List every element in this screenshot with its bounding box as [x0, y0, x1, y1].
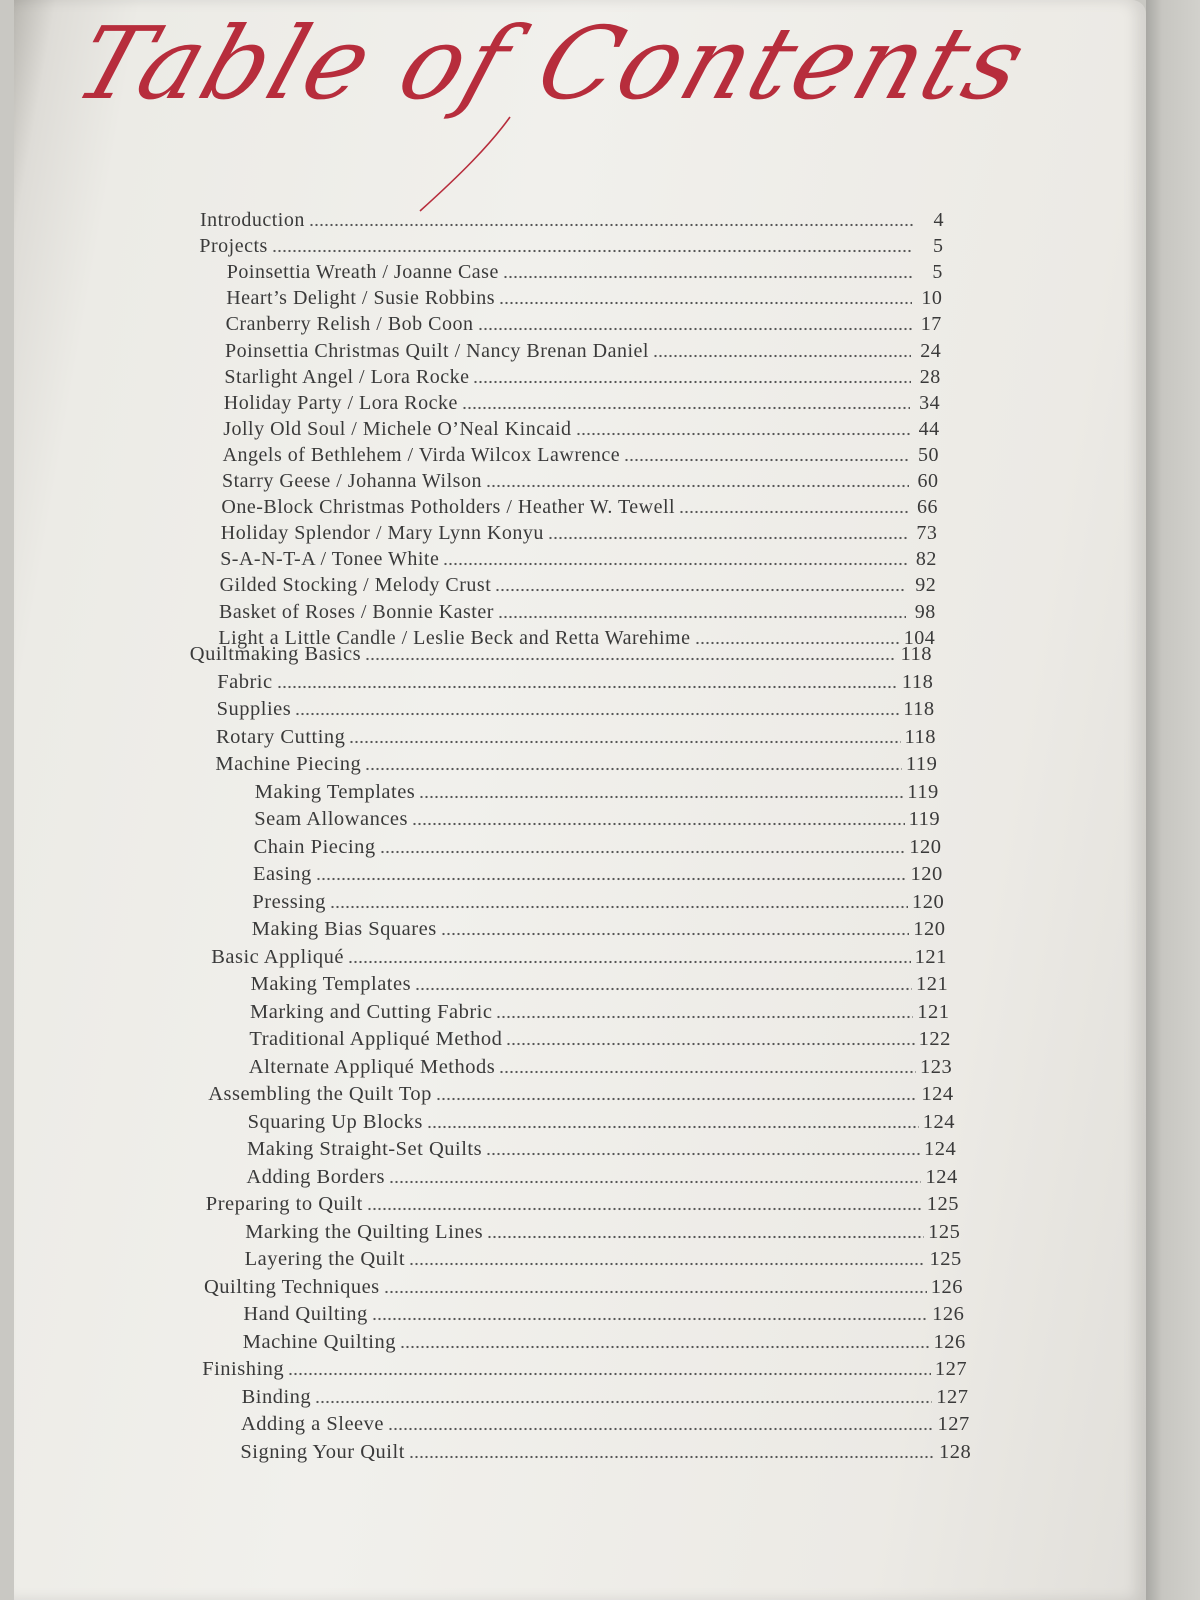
toc-entry-title: Projects	[199, 235, 268, 258]
toc-entry-page: 92	[915, 574, 937, 597]
toc-entry-page: 44	[918, 417, 940, 440]
toc-entry-page: 66	[916, 496, 938, 519]
dot-leader	[389, 1180, 922, 1184]
toc-entry-page: 120	[913, 918, 946, 940]
toc-entry-page: 128	[938, 1440, 972, 1463]
toc-entry-title: Jolly Old Soul / Michele O’Neal Kincaid	[223, 417, 572, 440]
dot-leader	[380, 850, 906, 854]
toc-entry-page: 121	[914, 945, 947, 968]
toc-entry	[255, 778, 939, 804]
dot-leader	[503, 275, 913, 279]
dot-leader	[367, 1207, 923, 1211]
toc-entry-title: Binding	[241, 1385, 312, 1408]
toc-entry	[225, 337, 941, 363]
dot-leader	[400, 1345, 930, 1349]
dot-leader	[412, 822, 905, 826]
toc-entry	[199, 232, 943, 258]
toc-entry	[226, 284, 942, 310]
dot-leader	[349, 740, 900, 744]
dot-leader	[495, 588, 906, 592]
toc-entry	[250, 998, 950, 1024]
toc-entry	[246, 1163, 957, 1189]
toc-entry-page: 118	[900, 643, 932, 665]
dot-leader	[348, 960, 911, 964]
dot-leader	[462, 406, 910, 410]
toc-entry-title: Angels of Bethlehem / Virda Wilcox Lawrence	[222, 443, 621, 466]
toc-entry-page: 120	[909, 835, 942, 858]
toc-entry-page: 5	[932, 261, 943, 284]
dot-leader	[427, 1125, 919, 1129]
toc-entry-title: Alternate Appliqué Methods	[248, 1055, 496, 1078]
dot-leader	[272, 249, 914, 253]
toc-entry-page: 126	[930, 1275, 963, 1298]
toc-entry	[249, 1025, 951, 1051]
dot-leader	[498, 615, 906, 619]
toc-entry-page: 124	[921, 1083, 954, 1105]
toc-entry-title: Supplies	[216, 698, 292, 720]
toc-entry-page: 73	[916, 522, 938, 545]
toc-entry	[217, 668, 933, 694]
toc-entry-page: 118	[901, 670, 934, 693]
toc-entry-page: 4	[933, 209, 944, 231]
dot-leader	[496, 1015, 913, 1019]
dot-leader	[409, 1262, 925, 1266]
toc-entry	[216, 723, 936, 749]
toc-entry-title: S-A-N-T-A / Tonee White	[220, 548, 440, 571]
toc-entry-page: 120	[911, 890, 945, 913]
dot-leader	[436, 1097, 917, 1101]
toc-entry-page: 24	[920, 339, 942, 362]
toc-entry-page: 124	[924, 1138, 957, 1160]
toc-entry-page: 126	[933, 1330, 966, 1353]
toc-entry-page: 121	[917, 1000, 950, 1023]
toc-entry-title: Poinsettia Wreath / Joanne Case	[226, 261, 499, 284]
toc-entry-title: Fabric	[217, 670, 273, 693]
toc-entry-page: 10	[921, 287, 943, 310]
toc-entry-title: Starry Geese / Johanna Wilson	[222, 470, 482, 492]
toc-entry-page: 127	[936, 1385, 969, 1408]
toc-entry-page: 119	[905, 753, 938, 775]
toc-entry-title: Adding a Sleeve	[241, 1413, 384, 1435]
toc-entry	[224, 363, 940, 389]
toc-entry	[254, 833, 942, 859]
dot-leader	[487, 1235, 924, 1239]
toc-entry	[241, 1410, 970, 1436]
dot-leader	[441, 932, 910, 936]
toc-entry-title: Quilting Techniques	[204, 1275, 380, 1298]
toc-entry-page: 127	[934, 1358, 968, 1380]
toc-entry	[247, 1135, 956, 1161]
toc-entry	[202, 1355, 967, 1381]
toc-entry-title: Easing	[253, 863, 312, 885]
dot-leader	[409, 1455, 935, 1459]
toc-entry-page: 98	[914, 600, 936, 623]
toc-entry	[220, 571, 937, 597]
toc-entry-title: Pressing	[252, 890, 326, 913]
toc-entry	[206, 1190, 959, 1216]
toc-entry-page: 119	[908, 808, 941, 830]
toc-entry-title: Hand Quilting	[243, 1303, 368, 1325]
toc-entry	[223, 415, 939, 441]
toc-entry-title: Machine Quilting	[242, 1330, 396, 1353]
toc-entry	[220, 545, 937, 571]
dot-leader	[486, 1152, 920, 1156]
toc-entry-page: 121	[915, 973, 949, 995]
dot-leader	[653, 354, 911, 358]
toc-entry	[248, 1108, 955, 1134]
toc-entry-page: 34	[919, 391, 941, 414]
toc-entry	[204, 1273, 963, 1299]
dot-leader	[388, 1427, 934, 1431]
toc-entry	[221, 493, 938, 519]
page-edge	[1146, 0, 1200, 1600]
toc-entry	[227, 258, 943, 284]
toc-entry-title: Introduction	[200, 209, 305, 231]
toc-entry-page: 124	[922, 1110, 955, 1133]
toc-entry-page: 125	[929, 1248, 962, 1270]
toc-entry-title: Assembling the Quilt Top	[208, 1083, 432, 1105]
toc-entry	[245, 1245, 962, 1271]
toc-entry-page: 122	[918, 1028, 951, 1050]
toc-entry-page: 127	[937, 1413, 970, 1435]
toc-entry	[242, 1383, 969, 1409]
toc-entry-title: Machine Piecing	[215, 753, 362, 775]
dot-leader	[288, 1372, 931, 1376]
dot-leader	[295, 712, 899, 716]
toc-entry-title: Making Templates	[254, 780, 416, 803]
toc-entry-page: 126	[932, 1303, 965, 1325]
toc-entry-title: Traditional Appliqué Method	[249, 1028, 503, 1050]
dot-leader	[372, 1317, 928, 1321]
dot-leader	[365, 767, 902, 771]
toc-entry-title: Squaring Up Blocks	[247, 1110, 423, 1133]
toc-entry-page: 82	[915, 548, 937, 571]
toc-entry	[208, 1080, 953, 1106]
toc-entry-title: Seam Allowances	[254, 808, 409, 830]
toc-entry	[254, 805, 940, 831]
toc-entry-page: 125	[926, 1193, 959, 1215]
toc-entry-page: 119	[907, 780, 939, 803]
dot-leader	[499, 301, 912, 305]
dot-leader	[473, 380, 910, 384]
toc-entry	[243, 1300, 964, 1326]
toc-entry-page: 118	[903, 698, 935, 720]
toc-entry-page: 17	[920, 313, 942, 336]
toc-entry	[253, 860, 943, 886]
toc-entry-title: Making Straight-Set Quilts	[247, 1138, 483, 1160]
toc-entry-title: Chain Piecing	[253, 835, 376, 858]
toc-entry-title: Adding Borders	[246, 1165, 385, 1188]
toc-entry-title: Poinsettia Christmas Quilt / Nancy Brenan Daniel	[225, 339, 649, 362]
toc-entry-page: 60	[917, 470, 939, 492]
toc-entry	[240, 1438, 971, 1464]
page-title: Table of Contents	[61, 5, 1042, 122]
dot-leader	[443, 562, 907, 566]
toc-entry-title: Starlight Angel / Lora Rocke	[224, 365, 470, 388]
dot-leader	[384, 1290, 927, 1294]
toc-entry	[223, 441, 939, 467]
dot-leader	[548, 536, 908, 540]
toc-entry	[224, 389, 940, 415]
dot-leader	[419, 795, 903, 799]
dot-leader	[486, 484, 909, 488]
toc-entry	[211, 943, 947, 969]
toc-entry-page: 118	[904, 725, 936, 748]
toc-entry	[226, 310, 942, 336]
toc-entry-page: 125	[928, 1220, 961, 1243]
toc-entry-title: Heart’s Delight / Susie Robbins	[226, 287, 496, 310]
dot-leader	[277, 685, 898, 689]
toc-entry-title: Making Bias Squares	[251, 918, 437, 940]
dot-leader	[679, 510, 908, 514]
toc-entry	[221, 519, 938, 545]
toc-entry	[215, 750, 937, 776]
toc-entry-title: Gilded Stocking / Melody Crust	[219, 574, 492, 597]
dot-leader	[365, 657, 896, 661]
dot-leader	[624, 458, 909, 462]
toc-entry-page: 123	[920, 1055, 953, 1078]
toc-entry-title: Basket of Roses / Bonnie Kaster	[219, 600, 494, 623]
toc-entry	[190, 640, 932, 666]
toc-entry-title: Preparing to Quilt	[205, 1193, 363, 1215]
dot-leader	[309, 223, 914, 227]
toc-entry	[251, 970, 949, 996]
toc-entry-title: Marking and Cutting Fabric	[250, 1000, 493, 1023]
toc-entry-page: 5	[932, 235, 944, 258]
dot-leader	[415, 987, 912, 991]
dot-leader	[499, 1070, 916, 1074]
toc-entry	[249, 1053, 953, 1079]
toc-entry-page: 104	[903, 626, 936, 649]
toc-entry	[219, 598, 936, 624]
toc-entry-page: 120	[910, 863, 943, 885]
dot-leader	[576, 432, 910, 436]
toc-entry-page: 124	[925, 1165, 958, 1188]
toc-entry-page: 28	[919, 365, 941, 388]
toc-entry-title: Basic Appliqué	[211, 945, 345, 968]
toc-entry	[252, 888, 944, 914]
dot-leader	[506, 1042, 914, 1046]
dot-leader	[330, 905, 908, 909]
toc-entry-title: Light a Little Candle / Leslie Beck and Retta Warehime	[218, 626, 691, 649]
toc-entry-title: Holiday Splendor / Mary Lynn Konyu	[220, 522, 544, 545]
toc-entry-title: Quiltmaking Basics	[189, 643, 362, 665]
toc-entry-page: 50	[917, 443, 939, 466]
toc-entry-title: Marking the Quilting Lines	[245, 1220, 484, 1243]
toc-entry-title: Making Templates	[250, 973, 412, 995]
dot-leader	[478, 327, 912, 331]
toc-entry-title: Holiday Party / Lora Rocke	[223, 391, 458, 414]
toc-entry	[252, 915, 946, 941]
toc-entry	[245, 1218, 960, 1244]
toc-entry-title: One-Block Christmas Potholders / Heather W. Tewell	[221, 496, 676, 519]
toc-entry-title: Finishing	[202, 1358, 285, 1380]
toc-entry	[222, 467, 939, 493]
toc-entry-title: Signing Your Quilt	[240, 1440, 405, 1463]
toc-entry	[217, 695, 935, 721]
toc-entry-title: Cranberry Relish / Bob Coon	[225, 313, 474, 336]
dot-leader	[316, 877, 907, 881]
dot-leader	[315, 1400, 932, 1404]
toc-entry	[243, 1328, 966, 1354]
toc-entry-title: Layering the Quilt	[244, 1248, 406, 1270]
toc-entry-title: Rotary Cutting	[216, 725, 346, 748]
toc-entry	[200, 206, 944, 232]
